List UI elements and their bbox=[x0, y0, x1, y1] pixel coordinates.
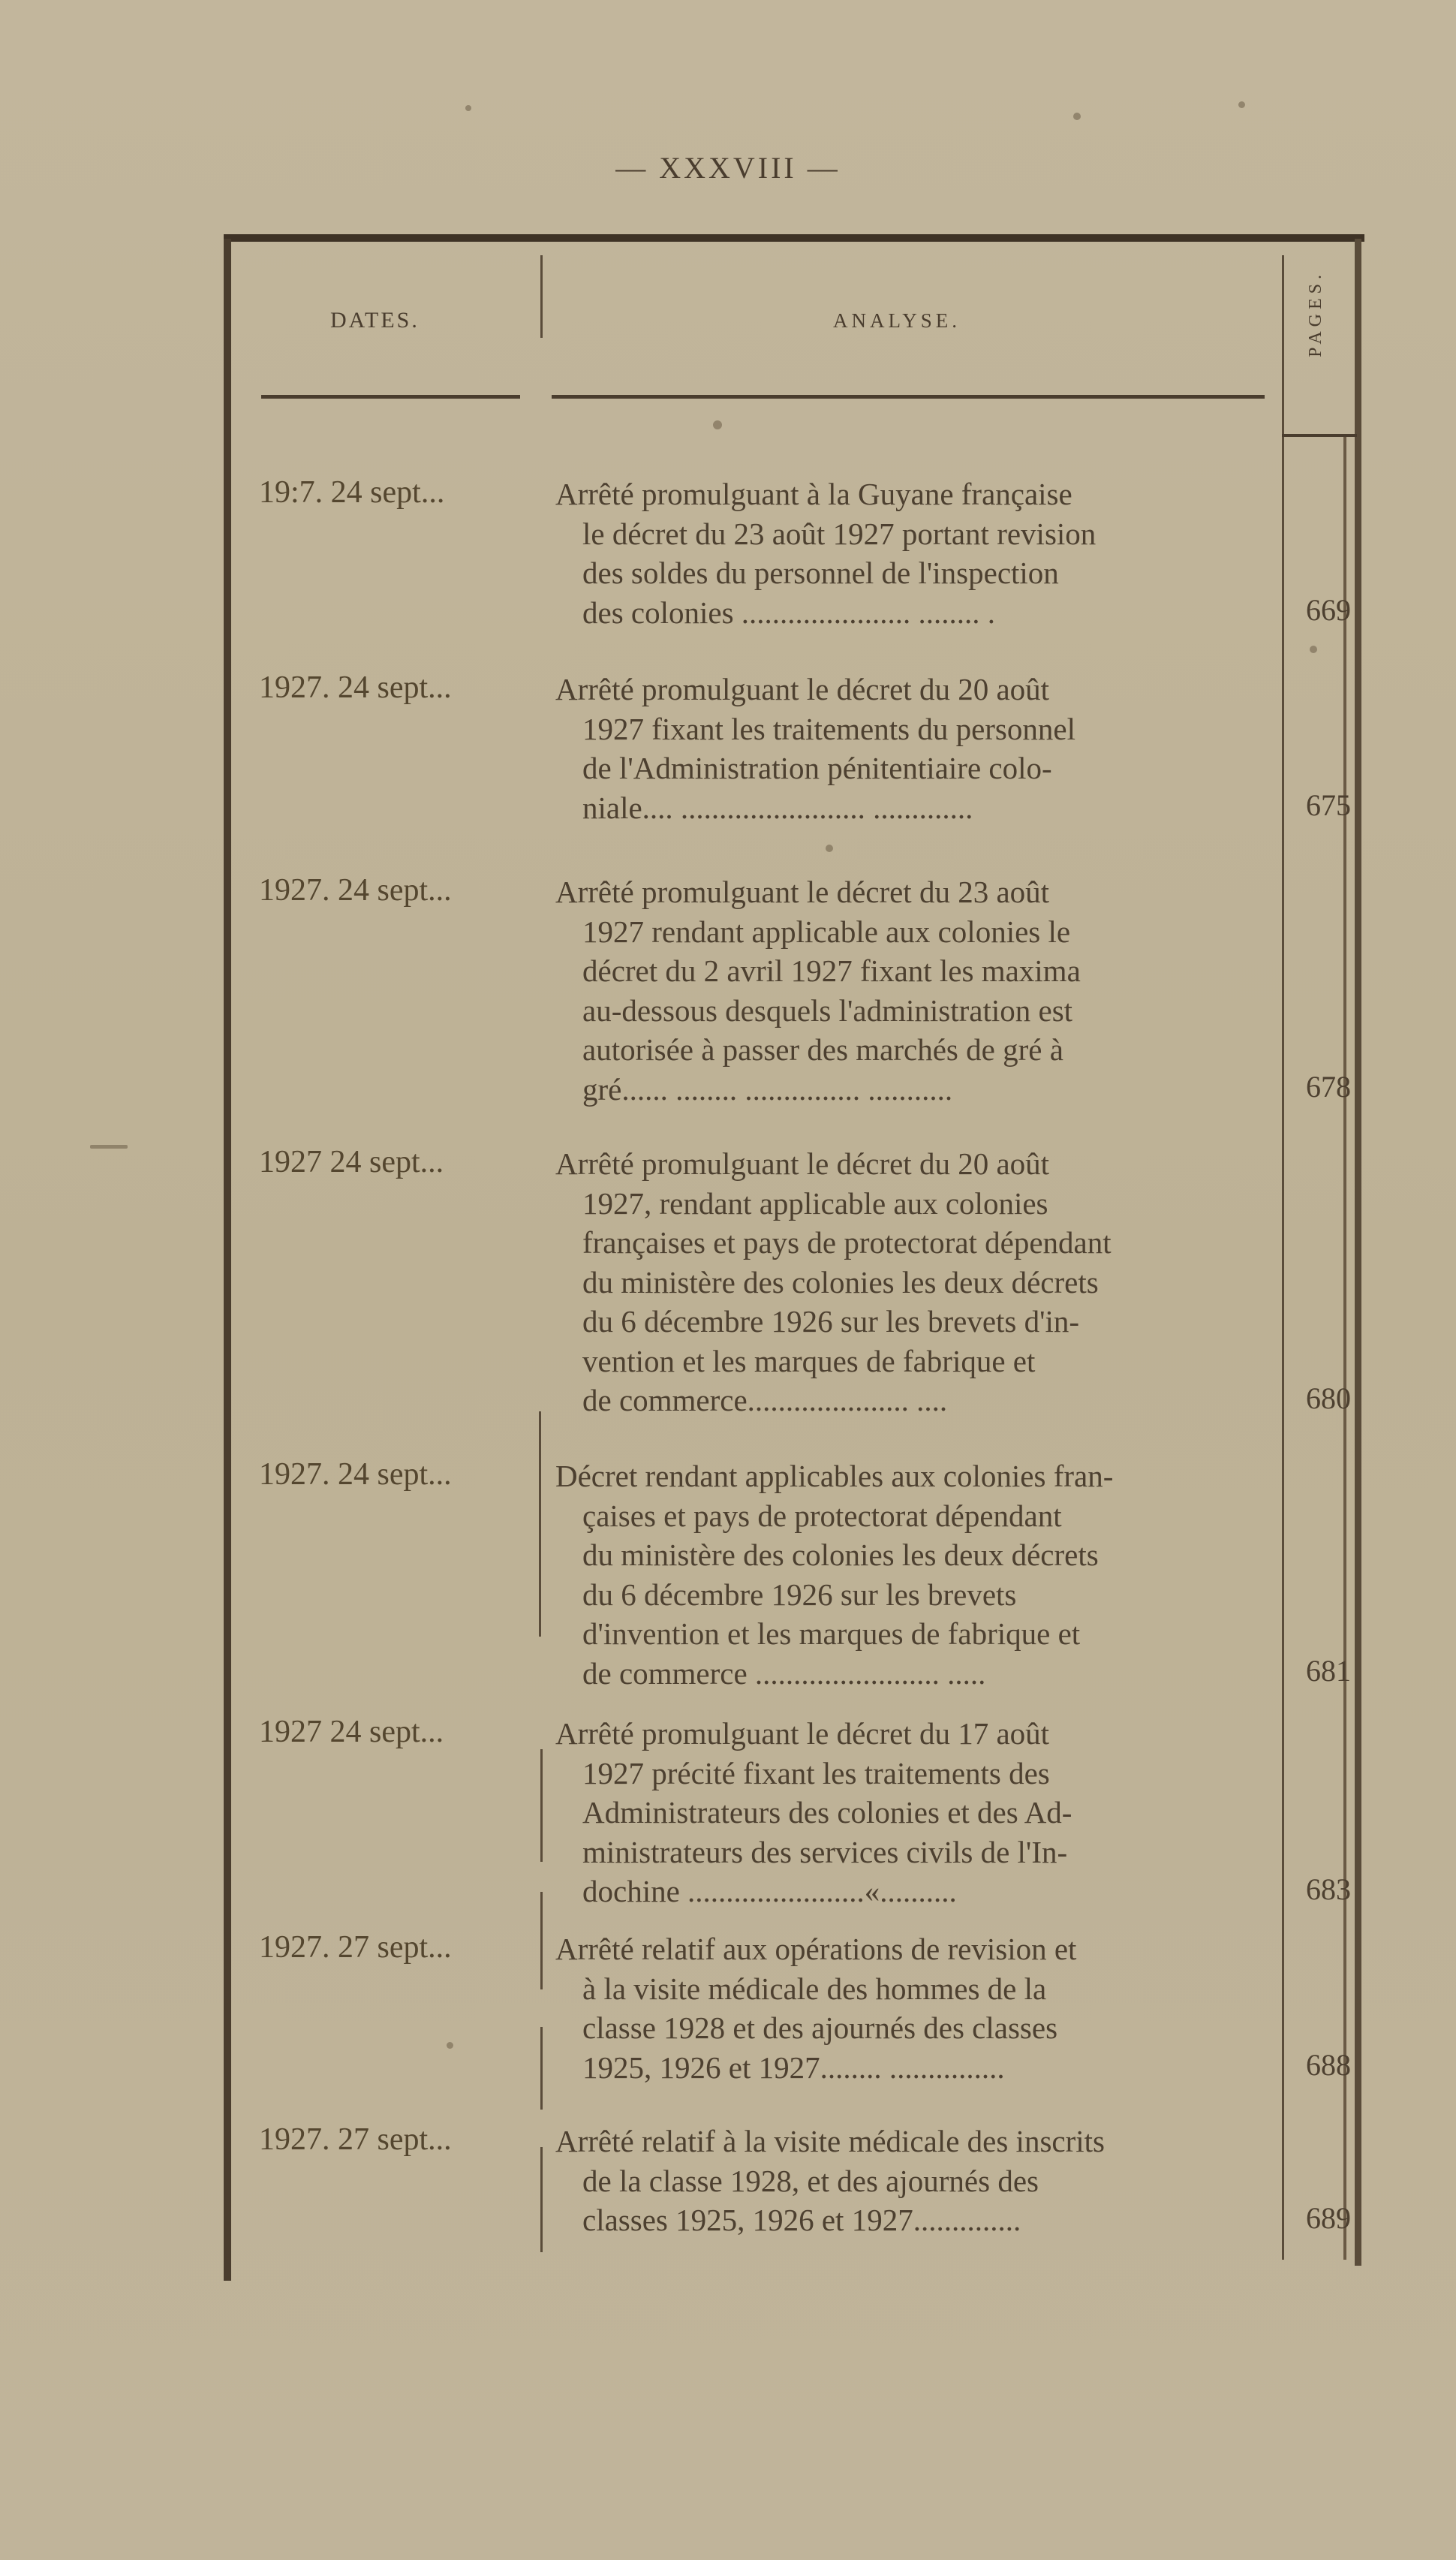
analysis-line: de l'Administration pénitentiaire colo- bbox=[582, 751, 1052, 785]
table-right-border bbox=[1355, 239, 1361, 2266]
analysis-line: 1927 rendant applicable aux colonies le bbox=[582, 914, 1071, 949]
paper-speck bbox=[90, 1145, 128, 1149]
entry-analysis bbox=[555, 872, 1277, 1109]
analysis-line: le décret du 23 août 1927 portant revision bbox=[582, 516, 1097, 551]
analysis-line: çaises et pays de protectorat dépendant bbox=[582, 1498, 1062, 1533]
entry-date: 1927. 24 sept... bbox=[259, 1457, 452, 1492]
paper-speck bbox=[1310, 646, 1317, 653]
dates-column-rule bbox=[540, 2027, 543, 2110]
analysis-line: 1927 précité fixant les traitements des bbox=[582, 1755, 1050, 1790]
header-dates: DATES. bbox=[330, 308, 420, 333]
analysis-line: décret du 2 avril 1927 fixant les maxima bbox=[582, 953, 1081, 988]
dates-column-rule bbox=[540, 1892, 543, 1989]
table-right-inner-border bbox=[1343, 435, 1346, 2260]
entry-page: 678 bbox=[1306, 1070, 1351, 1104]
paper-speck bbox=[447, 2042, 453, 2049]
header-pages: PAGES. bbox=[1306, 270, 1325, 357]
paper-speck bbox=[713, 420, 722, 429]
table-left-border bbox=[224, 239, 231, 2281]
pages-column-rule bbox=[1282, 255, 1284, 2260]
analysis-line: de commerce ........................ ..... bbox=[582, 1655, 986, 1691]
analysis-line: autorisée à passer des marchés de gré à bbox=[582, 1032, 1063, 1067]
analysis-line: à la visite médicale des hommes de la bbox=[582, 1971, 1047, 2006]
entry-page: 681 bbox=[1306, 1654, 1351, 1688]
analysis-line: françaises et pays de protectorat dépendant bbox=[582, 1225, 1112, 1260]
analysis-line: classe 1928 et des ajournés des classes bbox=[582, 2010, 1058, 2045]
analysis-line: 1925, 1926 et 1927........ ............... bbox=[582, 2050, 1005, 2085]
entry-page: 680 bbox=[1306, 1381, 1351, 1415]
analysis-line: niale.... ........................ ............. bbox=[582, 790, 973, 825]
entry-date: 1927 24 sept... bbox=[259, 1145, 444, 1179]
analysis-line: Arrêté promulguant à la Guyane française bbox=[555, 477, 1072, 511]
analysis-line: ministrateurs des services civils de l'In- bbox=[582, 1834, 1068, 1869]
analysis-line: de commerce..................... .... bbox=[582, 1383, 948, 1417]
analysis-line: Arrêté promulguant le décret du 23 août bbox=[555, 875, 1050, 909]
analysis-line: classes 1925, 1926 et 1927.............. bbox=[582, 2203, 1021, 2237]
analysis-line: d'invention et les marques de fabrique et bbox=[582, 1616, 1081, 1651]
entry-page: 688 bbox=[1306, 2048, 1351, 2082]
analysis-line: Arrêté promulguant le décret du 17 août bbox=[555, 1716, 1050, 1751]
entry-date: 1927. 24 sept... bbox=[259, 670, 452, 705]
analysis-line: 1927 fixant les traitements du personnel bbox=[582, 711, 1075, 746]
analysis-line: du ministère des colonies les deux décrets bbox=[582, 1264, 1099, 1300]
entry-page: 689 bbox=[1306, 2201, 1351, 2235]
analysis-line: dochine .......................«.......... bbox=[582, 1874, 957, 1908]
paper-speck bbox=[1073, 113, 1081, 120]
analysis-line: Décret rendant applicables aux colonies fran- bbox=[555, 1459, 1114, 1493]
table-top-border bbox=[224, 234, 1364, 242]
entry-analysis bbox=[555, 1714, 1277, 1911]
entry-analysis bbox=[555, 670, 1277, 827]
analysis-line: du 6 décembre 1926 sur les brevets d'in- bbox=[582, 1304, 1080, 1339]
entry-page: 683 bbox=[1306, 1872, 1351, 1906]
entry-date: 1927. 27 sept... bbox=[259, 2122, 452, 2157]
entry-date: 1927. 24 sept... bbox=[259, 873, 452, 908]
entry-date: 1927. 27 sept... bbox=[259, 1930, 452, 1965]
analysis-line: du ministère des colonies les deux décrets bbox=[582, 1538, 1099, 1572]
header-dates-underline bbox=[261, 395, 520, 399]
dates-column-rule bbox=[540, 1749, 543, 1862]
paper-speck bbox=[465, 105, 471, 111]
dates-column-rule bbox=[540, 255, 543, 338]
analysis-line: des soldes du personnel de l'inspection bbox=[582, 556, 1059, 590]
header-analyse: ANALYSE. bbox=[833, 309, 961, 332]
analysis-line: Arrêté promulguant le décret du 20 août bbox=[555, 1146, 1050, 1181]
analysis-line: des colonies ...................... ........ . bbox=[582, 595, 996, 630]
page-number: — XXXVIII — bbox=[615, 151, 841, 185]
analysis-line: Arrêté relatif à la visite médicale des inscrits bbox=[555, 2124, 1105, 2158]
analysis-line: gré...... ........ ............... ........... bbox=[582, 1071, 953, 1107]
analysis-line: vention et les marques de fabrique et bbox=[582, 1343, 1036, 1378]
entry-analysis bbox=[555, 1456, 1277, 1693]
entry-date: 19:7. 24 sept... bbox=[259, 475, 445, 510]
entry-page: 675 bbox=[1306, 788, 1351, 822]
dates-column-rule bbox=[540, 2147, 543, 2252]
analysis-line: Arrêté relatif aux opérations de revision et bbox=[555, 1932, 1077, 1966]
paper-speck bbox=[1238, 101, 1245, 108]
paper-speck bbox=[826, 845, 833, 852]
dates-column-rule bbox=[539, 1411, 541, 1637]
analysis-line: de la classe 1928, et des ajournés des bbox=[582, 2163, 1039, 2198]
entry-analysis bbox=[555, 474, 1277, 632]
analysis-line: du 6 décembre 1926 sur les brevets bbox=[582, 1577, 1017, 1612]
entry-analysis bbox=[555, 1929, 1277, 2087]
entry-analysis bbox=[555, 1144, 1277, 1420]
analysis-line: Administrateurs des colonies et des Ad- bbox=[582, 1795, 1072, 1830]
entry-page: 669 bbox=[1306, 593, 1351, 627]
header-pages-underline bbox=[1282, 434, 1357, 437]
entry-date: 1927 24 sept... bbox=[259, 1715, 444, 1749]
analysis-line: 1927, rendant applicable aux colonies bbox=[582, 1185, 1048, 1221]
analysis-line: au-dessous desquels l'administration est bbox=[582, 992, 1073, 1028]
analysis-line: Arrêté promulguant le décret du 20 août bbox=[555, 672, 1050, 706]
header-analyse-underline bbox=[552, 395, 1265, 399]
entry-analysis bbox=[555, 2122, 1277, 2240]
